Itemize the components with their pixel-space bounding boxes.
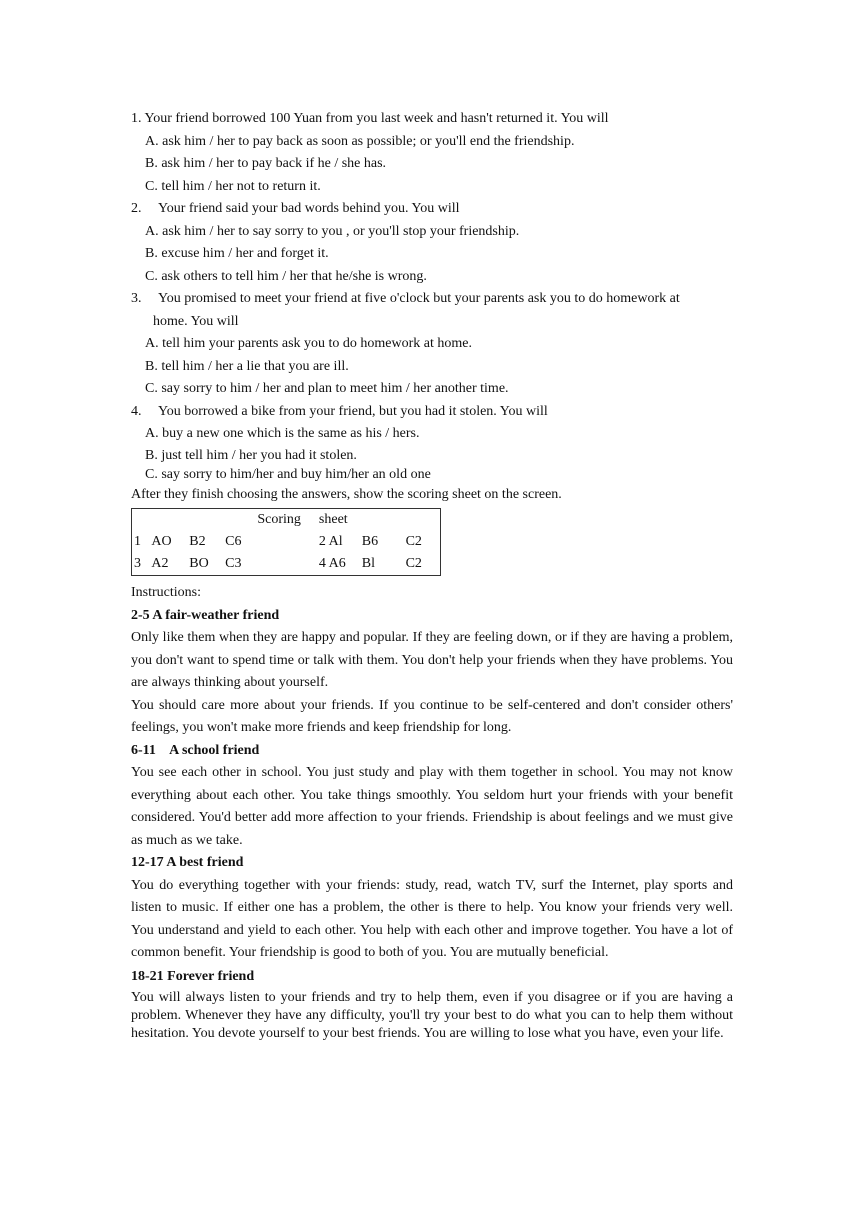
table-cell: Bl xyxy=(361,556,376,571)
scoring-sheet-title-right: sheet xyxy=(318,512,348,527)
section-paragraph: You do everything together with your friends: study, read, watch TV, surf the Internet, play sports and listen to music. If either one has a problem, the other is there to help. You know your friends very well. You understand and yield to each other. You help with each other and improve together. You have a lot of common benefit. Your friendship is good to both of you. You are mutually beneficial. xyxy=(131,877,733,960)
document-content xyxy=(131,108,733,1043)
question-4-option-a: A. buy a new one which is the same as his / hers. xyxy=(145,426,420,441)
question-3-option-b: B. tell him / her a lie that you are ill. xyxy=(145,358,349,374)
question-2-option-a: A. ask him / her to say sorry to you , or you'll stop your friendship. xyxy=(145,223,520,239)
section-paragraph: You will always listen to your friends and try to help them, even if you disagree or if you are having a problem. Whenever they have any difficulty, you'll try your best to do what you can to help them without hesitation. You devote yourself to your best friends. You are willing to lose what you have, even your life. xyxy=(131,989,733,1041)
table-cell: B6 xyxy=(361,534,379,549)
scoring-sheet-table xyxy=(131,508,441,576)
question-text: Your friend said your bad words behind you. You will xyxy=(158,201,460,216)
question-3-option-c: C. say sorry to him / her and plan to meet him / her another time. xyxy=(145,381,509,396)
table-cell: C2 xyxy=(405,534,422,549)
table-cell: C6 xyxy=(225,534,242,549)
section-heading-best-friend: 12-17 A best friend xyxy=(131,855,244,870)
question-3-continuation: home. You will xyxy=(153,313,239,329)
table-cell: C2 xyxy=(405,556,422,571)
question-4 xyxy=(131,401,733,424)
section-paragraph: You should care more about your friends. If you continue to be self-centered and don't consider others' feelings, you won't make more friends and keep friendship for long. xyxy=(131,697,733,735)
question-4-option-b: B. just tell him / her you had it stolen. xyxy=(145,447,357,463)
table-cell: 4 A6 xyxy=(318,556,346,571)
scoring-sheet-title-left: Scoring xyxy=(257,512,301,527)
question-3-option-a: A. tell him your parents ask you to do homework at home. xyxy=(145,336,472,351)
question-text: You borrowed a bike from your friend, but you had it stolen. You will xyxy=(158,403,548,419)
table-cell: C3 xyxy=(225,556,242,571)
question-3 xyxy=(131,288,733,311)
section-heading-school-friend: 6-11 A school friend xyxy=(131,742,260,758)
question-text: You promised to meet your friend at five o'clock but your parents ask you to do homework at xyxy=(158,291,680,306)
question-2-option-c: C. ask others to tell him / her that he/she is wrong. xyxy=(145,268,427,284)
section-heading-forever-friend: 18-21 Forever friend xyxy=(131,968,255,984)
question-number: 3. xyxy=(131,291,142,306)
table-cell: AO xyxy=(151,534,172,549)
question-number: 1. xyxy=(131,111,142,126)
table-cell: 2 Al xyxy=(318,534,343,549)
question-1-option-b: B. ask him / her to pay back if he / she has. xyxy=(145,156,387,171)
table-cell: B2 xyxy=(189,534,206,549)
table-cell: BO xyxy=(189,556,209,571)
question-1 xyxy=(131,108,733,131)
table-cell: 1 xyxy=(134,534,141,549)
table-cell: 3 xyxy=(134,556,141,571)
question-number: 2. xyxy=(131,201,142,216)
section-paragraph: Only like them when they are happy and popular. If they are feeling down, or if they are having a problem, you don't want to spend time or talk with them. You don't help your friends when they have problems. You are always thinking about yourself. xyxy=(131,630,733,690)
table-row xyxy=(132,553,441,576)
question-number: 4. xyxy=(131,403,142,419)
section-heading-fair-weather: 2-5 A fair-weather friend xyxy=(131,607,280,623)
section-paragraph: You see each other in school. You just study and play with them together in school. You may not know everything about each other. You take things smoothly. You seldom hurt your friends with your benefit considered. You'd better add more affection to your friends. Friendship is about feelings and we must give as much as we take. xyxy=(131,765,733,848)
question-text: Your friend borrowed 100 Yuan from you last week and hasn't returned it. You will xyxy=(144,111,609,126)
table-cell: A2 xyxy=(151,556,169,571)
instructions-label: Instructions: xyxy=(131,585,201,600)
after-text: After they finish choosing the answers, show the scoring sheet on the screen. xyxy=(131,486,562,502)
scoring-sheet-title-row xyxy=(132,509,441,532)
question-1-option-a: A. ask him / her to pay back as soon as possible; or you'll end the friendship. xyxy=(145,133,575,149)
question-4-option-c: C. say sorry to him/her and buy him/her an old one xyxy=(145,466,431,482)
table-row xyxy=(132,531,441,553)
question-2-option-b: B. excuse him / her and forget it. xyxy=(145,246,329,261)
question-1-option-c: C. tell him / her not to return it. xyxy=(145,178,321,194)
question-2 xyxy=(131,198,733,221)
